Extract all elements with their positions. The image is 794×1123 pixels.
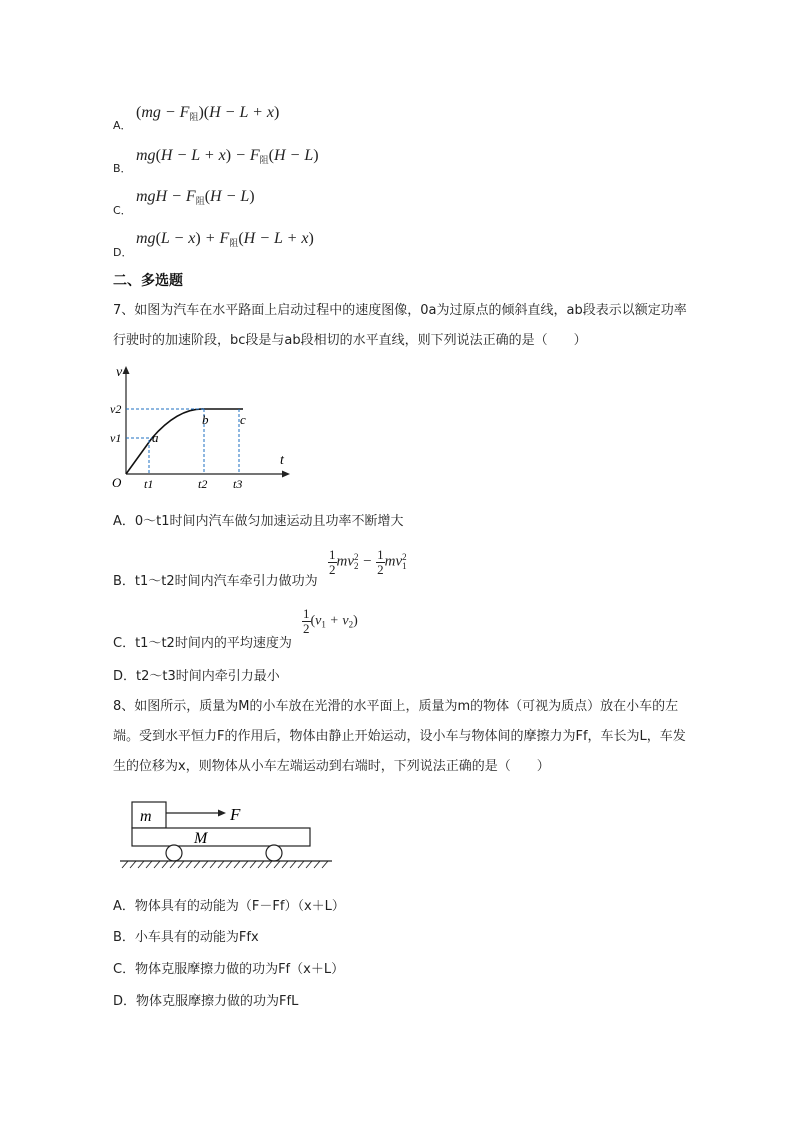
q8-option-b — [113, 926, 259, 945]
q8-option-a — [113, 895, 345, 914]
q7-option-c-text: t1～t2时间内的平均速度为 — [135, 636, 292, 651]
q6-option-c-label: C． — [113, 204, 132, 217]
q7-option-a-text: 0～t1时间内汽车做匀加速运动且功率不断增大 — [134, 514, 404, 529]
q8-option-d-text: 物体克服摩擦力做的功为FfL — [136, 994, 299, 1009]
q7-option-a — [113, 510, 404, 529]
q7-option-c — [113, 632, 292, 651]
cart-wheel-right — [266, 845, 282, 861]
q8-option-a-text: 物体具有的动能为（F－Ff）（x＋L） — [134, 899, 345, 914]
q7-velocity-time-graph — [108, 360, 298, 490]
q7-option-d-text: t2～t3时间内牵引力最小 — [136, 669, 280, 684]
cart-label: M — [194, 830, 208, 847]
q7-option-c-label: C． — [113, 636, 136, 651]
q7-option-c-formula: $\frac{1}{2}$ $(v_1 + v_2)$ — [303, 606, 358, 636]
v-axis-label: v — [116, 365, 123, 380]
q8-option-c-text: 物体克服摩擦力做的功为Ff（x＋L） — [135, 962, 345, 977]
section-heading: 二、多选题 — [113, 273, 183, 289]
t1-label: t1 — [144, 477, 154, 490]
q7-option-b-label: B． — [113, 574, 135, 589]
q7-number: 7、 — [113, 303, 135, 318]
v-axis-arrow — [123, 366, 130, 374]
ground-hatching — [122, 861, 328, 868]
q7-stem-text: 如图为汽车在水平路面上启动过程中的速度图像，0a为过原点的倾斜直线，ab段表示以额定功率行驶时的加速阶段，bc段是与ab段相切的水平直线，则下列说法正确的是（ ） — [113, 303, 687, 348]
force-arrowhead — [218, 810, 226, 817]
v1-label: v1 — [110, 431, 122, 445]
q7-option-a-label: A． — [113, 514, 135, 529]
v2-label: v2 — [110, 402, 122, 416]
t-axis-label: t — [280, 453, 284, 468]
q8-cart-figure — [118, 798, 338, 873]
velocity-curve — [126, 409, 243, 474]
q8-stem-text: 如图所示，质量为M的小车放在光滑的水平面上，质量为m的物体（可视为质点）放在小车的左端。受到水平恒力F的作用后，物体由静止开始运动，设小车与物体间的摩擦力为Ff，车长为L，车发生的位移为x，则物体从小车左端运动到右端时，下列说法正确的是（ ） — [113, 699, 686, 774]
q6-option-d-formula: $mg(L - x) + F_阻(H - L + x)$ — [136, 230, 314, 248]
q8-option-b-text: 小车具有的动能为Ffx — [134, 930, 259, 945]
q8-option-a-label: A． — [113, 899, 135, 914]
force-label: F — [230, 805, 241, 824]
block-m-label: m — [140, 808, 152, 825]
q8-option-c — [113, 958, 344, 977]
q7-stem — [113, 296, 693, 356]
q8-number: 8、 — [113, 699, 135, 714]
t-axis-arrow — [282, 471, 290, 478]
point-a-label: a — [152, 430, 159, 445]
point-c-label: c — [240, 412, 246, 427]
cart-wheel-left — [166, 845, 182, 861]
q6-option-b-formula: $mg(H - L + x) - F_阻(H - L)$ — [136, 147, 319, 165]
t2-label: t2 — [198, 477, 208, 490]
q7-option-b-formula: $\frac{1}{2}$ mv 2 2 − $\frac{1}{2}$ mv 2 1 — [329, 547, 407, 577]
q7-option-d — [113, 665, 280, 684]
q7-option-b — [113, 570, 318, 589]
q8-option-c-label: C． — [113, 962, 136, 977]
q6-option-d-label: D． — [113, 246, 133, 259]
q6-option-a-formula: $(mg - F_阻)(H - L + x)$ — [136, 104, 280, 122]
q6-option-c-formula: mgH − $F_阻(H - L)$ — [136, 188, 255, 206]
q7-option-d-label: D． — [113, 669, 137, 684]
cart-body — [132, 828, 310, 846]
q8-option-d — [113, 990, 298, 1009]
q8-option-b-label: B． — [113, 930, 135, 945]
q8-option-d-label: D． — [113, 994, 137, 1009]
q7-option-b-text: t1～t2时间内汽车牵引力做功为 — [134, 574, 318, 589]
q6-option-a-label: A． — [113, 119, 132, 132]
t3-label: t3 — [233, 477, 243, 490]
origin-label: O — [112, 475, 122, 490]
q6-option-b-label: B． — [113, 162, 132, 175]
q8-stem — [113, 692, 693, 782]
point-b-label: b — [202, 412, 209, 427]
